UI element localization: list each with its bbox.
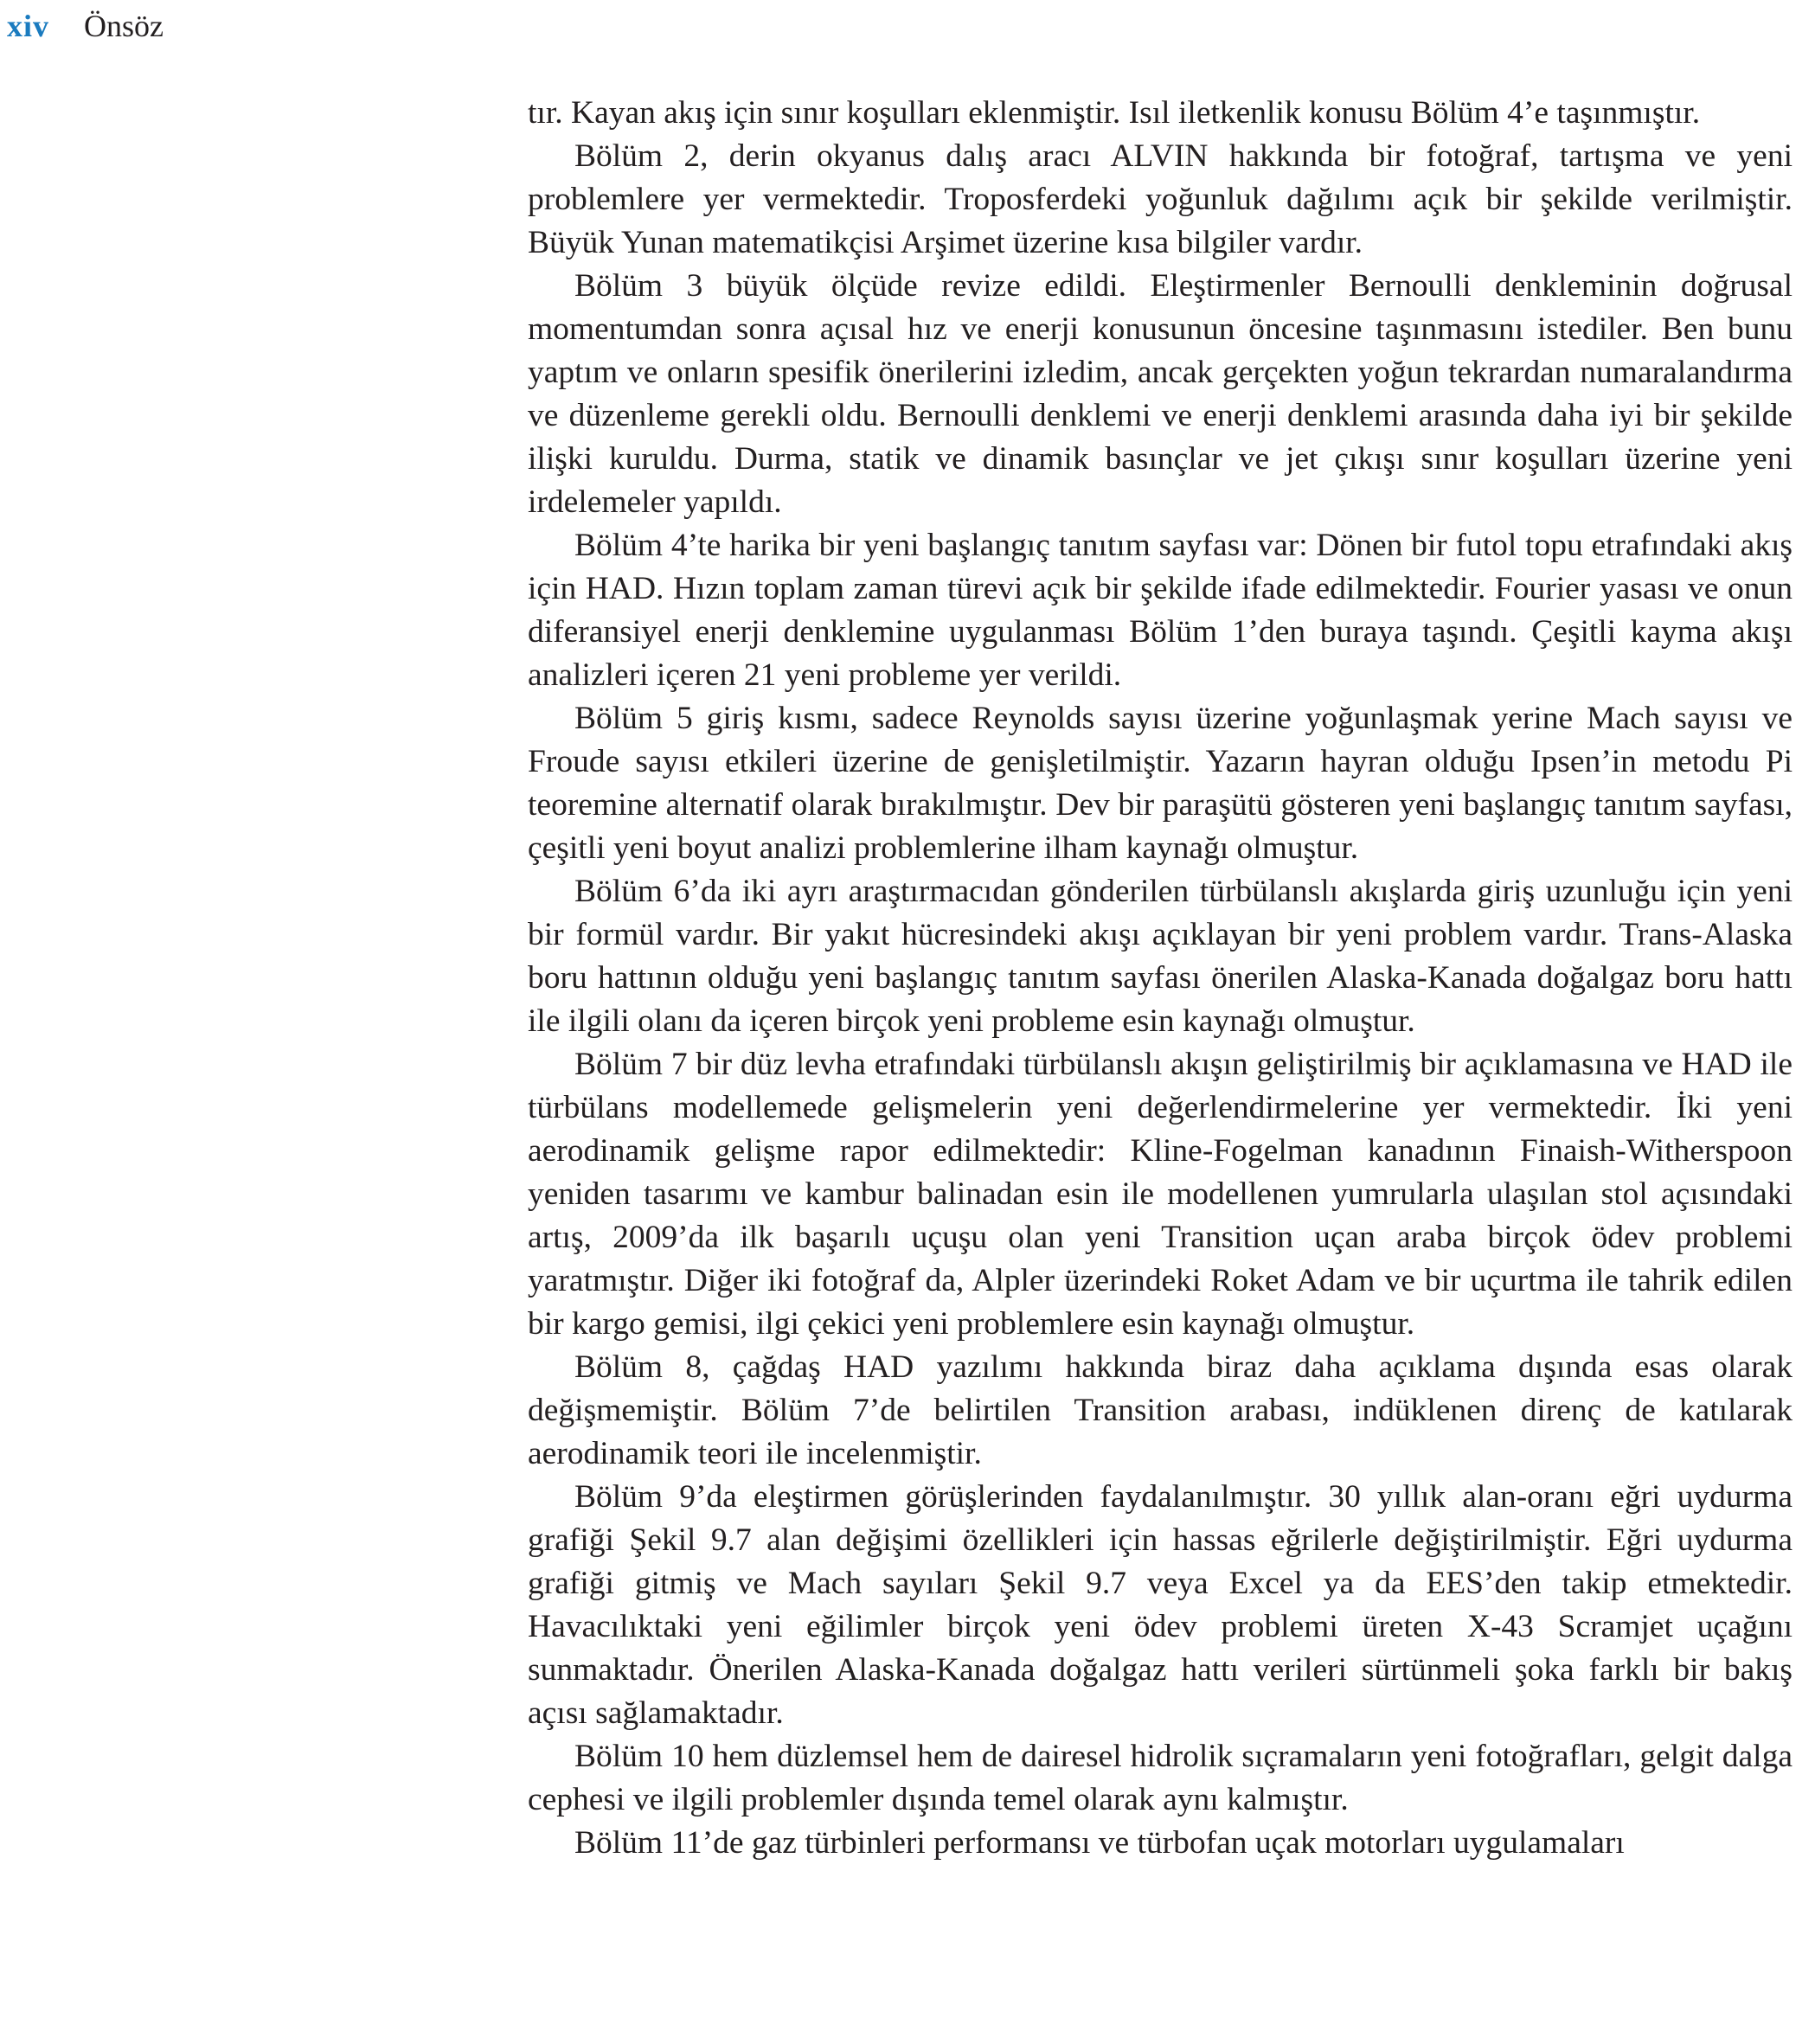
paragraph: Bölüm 10 hem düzlemsel hem de dairesel hidrolik sıçramaların yeni fotoğrafları, gelgit dalga cephesi ve ilgili problemler dışında temel olarak aynı kalmıştır.: [528, 1739, 1793, 1817]
paragraph: Bölüm 9’da eleştirmen görüşlerinden faydalanılmıştır. 30 yıllık alan-oranı eğri uydurma grafiği Şekil 9.7 alan değişimi özellikleri için hassas eğrilerle değiştirilmiştir. Eğri uydurma grafiği gitmiş ve Mach sayıları Şekil 9.7 veya Excel ya da EES’den takip etmektedir. Havacılıktaki yeni eğilimler birçok yeni ödev problemi üreten X-43 Scramjet uçağını sunmaktadır. Önerilen Alaska-Kanada doğalgaz hattı verileri sürtünmeli şoka farklı bir bakış açısı sağlamaktadır.: [528, 1479, 1793, 1731]
section-title: Önsöz: [84, 9, 164, 43]
page-number: xiv: [7, 9, 50, 43]
paragraph: Bölüm 2, derin okyanus dalış aracı ALVIN hakkında bir fotoğraf, tartışma ve yeni problemlere yer vermektedir. Troposferdeki yoğunluk dağılımı açık bir şekilde verilmiştir. Büyük Yunan matematikçisi Arşimet üzerine kısa bilgiler vardır.: [528, 138, 1793, 260]
body-text: [528, 92, 1793, 1865]
running-head: [7, 7, 164, 45]
paragraph: tır. Kayan akış için sınır koşulları eklenmiştir. Isıl iletkenlik konusu Bölüm 4’e taşınmıştır.: [528, 95, 1701, 131]
paragraph: Bölüm 4’te harika bir yeni başlangıç tanıtım sayfası var: Dönen bir futol topu etrafındaki akış için HAD. Hızın toplam zaman türevi açık bir şekilde ifade edilmektedir. Fourier yasası ve onun diferansiyel enerji denklemine uygulanması Bölüm 1’den buraya taşındı. Çeşitli kayma akışı analizleri içeren 21 yeni probleme yer verildi.: [528, 528, 1793, 693]
paragraph: Bölüm 5 giriş kısmı, sadece Reynolds sayısı üzerine yoğunlaşmak yerine Mach sayısı ve Froude sayısı etkileri üzerine de genişletilmiştir. Yazarın hayran olduğu Ipsen’in metodu Pi teoremine alternatif olarak bırakılmıştır. Dev bir paraşütü gösteren yeni başlangıç tanıtım sayfası, çeşitli yeni boyut analizi problemlerine ilham kaynağı olmuştur.: [528, 701, 1793, 866]
paragraph: Bölüm 7 bir düz levha etrafındaki türbülanslı akışın geliştirilmiş bir açıklamasına ve HAD ile türbülans modellemede gelişmelerin yeni değerlendirmelerine yer vermektedir. İki yeni aerodinamik gelişme rapor edilmektedir: Kline-Fogelman kanadının Finaish-Witherspoon yeniden tasarımı ve kambur balinadan esin ile modellenen yumrularla ulaşılan stol açısındaki artış, 2009’da ilk başarılı uçuşu olan yeni Transition uçan araba birçok ödev problemi yaratmıştır. Diğer iki fotoğraf da, Alpler üzerindeki Roket Adam ve bir uçurtma ile tahrik edilen bir kargo gemisi, ilgi çekici yeni problemlere esin kaynağı olmuştur.: [528, 1047, 1793, 1342]
paragraph: Bölüm 11’de gaz türbinleri performansı ve türbofan uçak motorları uygulamaları: [574, 1825, 1625, 1861]
paragraph: Bölüm 3 büyük ölçüde revize edildi. Eleştirmenler Bernoulli denkleminin doğrusal momentumdan sonra açısal hız ve enerji konusunun öncesine taşınmasını istediler. Ben bunu yaptım ve onların spesifik önerilerini izledim, ancak gerçekten yoğun tekrardan numaralandırma ve düzenleme gerekli oldu. Bernoulli denklemi ve enerji denklemi arasında daha iyi bir şekilde ilişki kuruldu. Durma, statik ve dinamik basınçlar ve jet çıkışı sınır koşulları üzerine yeni irdelemeler yapıldı.: [528, 268, 1793, 520]
paragraph: Bölüm 6’da iki ayrı araştırmacıdan gönderilen türbülanslı akışlarda giriş uzunluğu için yeni bir formül vardır. Bir yakıt hücresindeki akışı açıklayan bir yeni problem vardır. Trans-Alaska boru hattının olduğu yeni başlangıç tanıtım sayfası önerilen Alaska-Kanada doğalgaz boru hattı ile ilgili olanı da içeren birçok yeni probleme esin kaynağı olmuştur.: [528, 874, 1793, 1039]
paragraph: Bölüm 8, çağdaş HAD yazılımı hakkında biraz daha açıklama dışında esas olarak değişmemiştir. Bölüm 7’de belirtilen Transition arabası, indüklenen direnç de katılarak aerodinamik teori ile incelenmiştir.: [528, 1349, 1793, 1471]
